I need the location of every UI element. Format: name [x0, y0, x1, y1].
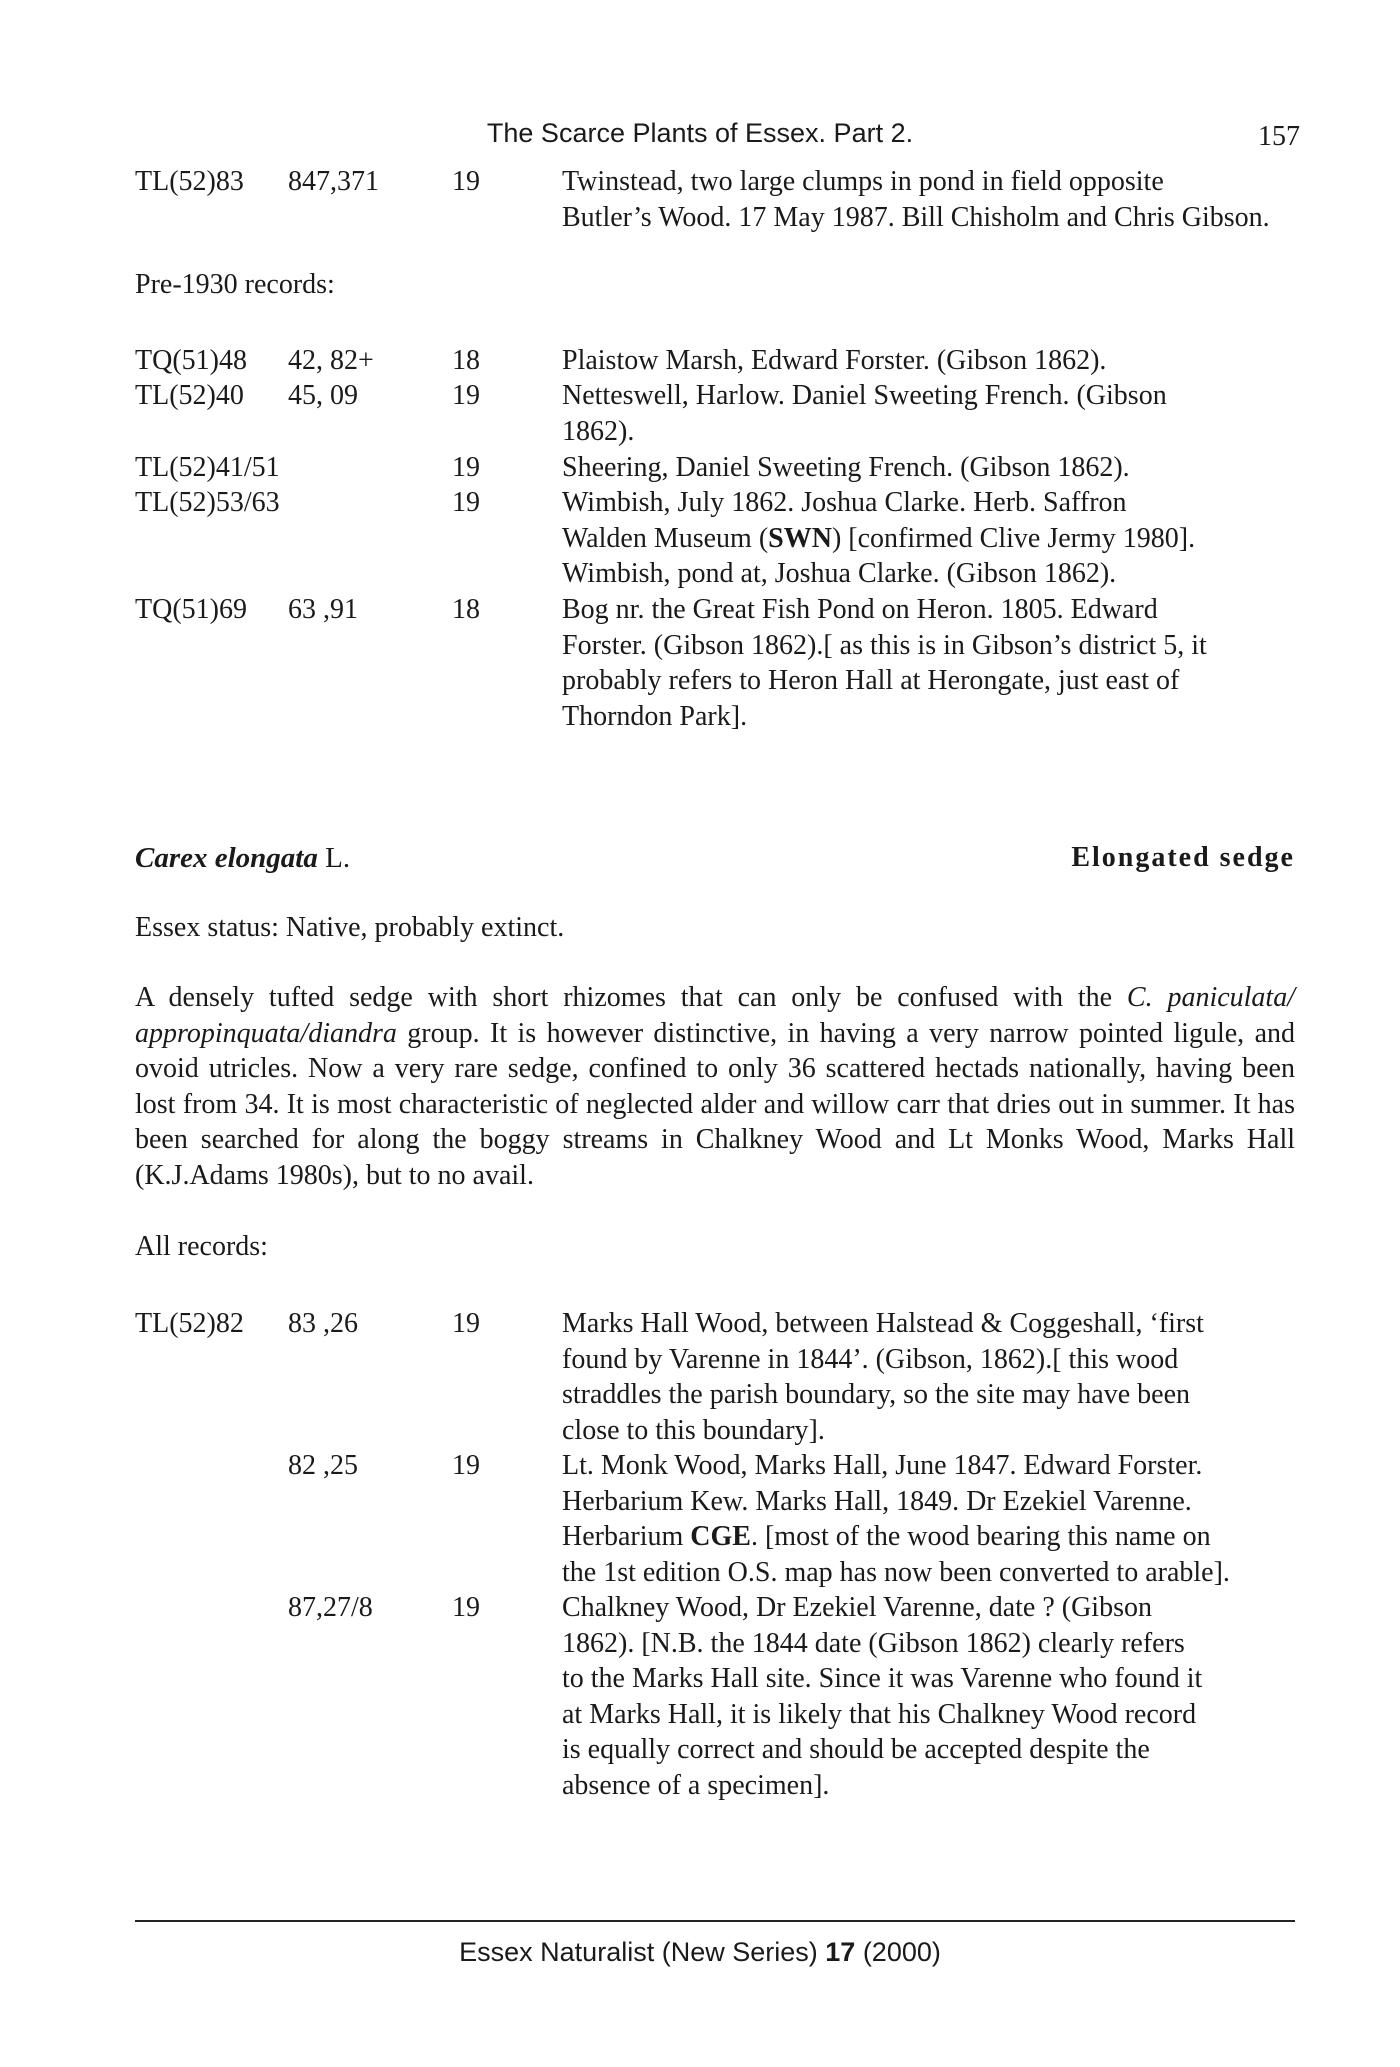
record-text — [562, 164, 1295, 235]
species-heading — [135, 842, 350, 875]
record-line: at Marks Hall, it is likely that his Chalkney Wood record — [562, 1698, 1197, 1730]
record-line: probably refers to Heron Hall at Herongate, just east of — [562, 665, 1180, 696]
century: 19 — [452, 380, 480, 411]
record-line: Wimbish, July 1862. Joshua Clarke. Herb. Saffron — [562, 487, 1127, 518]
description-line: ovoid utricles. Now a very rare sedge, confined to only 36 scattered hectads nationally, having been — [135, 1053, 1295, 1084]
page-number: 157 — [1258, 121, 1300, 152]
volume-number: 17 — [825, 1937, 856, 1967]
species-description — [135, 980, 1295, 1193]
journal-name: Essex Naturalist (New Series) — [459, 1937, 818, 1967]
record-line: Herbarium Kew. Marks Hall, 1849. Dr Ezekiel Varenne. — [562, 1485, 1192, 1517]
record-line: Butler’s Wood. 17 May 1987. Bill Chisholm and Chris Gibson. — [562, 201, 1270, 233]
grid-square: TL(52)41/51 — [135, 452, 280, 483]
record-text — [562, 1448, 1295, 1590]
journal-year: (2000) — [862, 1937, 941, 1967]
century: 19 — [452, 166, 480, 197]
record-line: to the Marks Hall site. Since it was Varenne who found it — [562, 1663, 1203, 1694]
grid-reference: 87,27/8 — [288, 1592, 373, 1623]
century: 19 — [452, 487, 480, 518]
description-line: A densely tufted sedge with short rhizomes that can only be confused with the C. paniculata/ — [135, 982, 1295, 1013]
record-line: found by Varenne in 1844’. (Gibson, 1862).[ this wood — [562, 1343, 1179, 1375]
description-line: lost from 34. It is most characteristic of neglected alder and willow carr that dries out in summer. It has — [135, 1088, 1295, 1120]
century: 19 — [452, 1592, 480, 1623]
running-header: The Scarce Plants of Essex. Part 2. — [486, 118, 914, 148]
record-line: Bog nr. the Great Fish Pond on Heron. 1805. Edward — [562, 594, 1158, 625]
record-line: Thorndon Park]. — [562, 700, 748, 732]
record-line: 1862). — [562, 415, 635, 447]
description-line: been searched for along the boggy streams in Chalkney Wood and Lt Monks Wood, Marks Hall — [135, 1124, 1295, 1155]
century: 18 — [452, 594, 480, 625]
grid-square: TL(52)40 — [135, 380, 244, 411]
century: 19 — [452, 1308, 480, 1339]
grid-square: TQ(51)69 — [135, 594, 247, 625]
record-text — [562, 592, 1295, 734]
description-line: appropinquata/diandra group. It is however distinctive, in having a very narrow pointed ligule, and — [135, 1017, 1295, 1049]
grid-reference: 82 ,25 — [288, 1450, 358, 1481]
grid-square: TL(52)53/63 — [135, 487, 280, 518]
description-line: (K.J.Adams 1980s), but to no avail. — [135, 1159, 534, 1191]
grid-reference: 83 ,26 — [288, 1308, 358, 1339]
grid-square: TQ(51)48 — [135, 345, 247, 376]
century: 19 — [452, 452, 480, 483]
footer-citation — [0, 1937, 1400, 1968]
record-line: 1862). [N.B. the 1844 date (Gibson 1862) clearly refers — [562, 1627, 1185, 1659]
grid-square: TL(52)83 — [135, 166, 244, 197]
record-line: Lt. Monk Wood, Marks Hall, June 1847. Edward Forster. — [562, 1450, 1203, 1481]
footer-rule — [135, 1920, 1295, 1922]
record-text — [562, 1590, 1295, 1803]
essex-status: Essex status: Native, probably extinct. — [135, 912, 565, 943]
record-line: close to this boundary]. — [562, 1414, 825, 1446]
record-line: straddles the parish boundary, so the site may have been — [562, 1379, 1191, 1410]
section-label: Pre-1930 records: — [135, 269, 335, 300]
record-line: Marks Hall Wood, between Halstead & Coggeshall, ‘first — [562, 1308, 1204, 1339]
century: 19 — [452, 1450, 480, 1481]
record-line: Forster. (Gibson 1862).[ as this is in Gibson’s district 5, it — [562, 629, 1207, 661]
record-line: the 1st edition O.S. map has now been converted to arable]. — [562, 1556, 1230, 1588]
species-name: Carex elongata — [135, 842, 318, 874]
grid-reference: 45, 09 — [288, 380, 358, 411]
record-text — [562, 1306, 1295, 1448]
record-line: Twinstead, two large clumps in pond in field opposite — [562, 166, 1164, 197]
record-line: absence of a specimen]. — [562, 1769, 830, 1801]
record-line: Chalkney Wood, Dr Ezekiel Varenne, date ? (Gibson — [562, 1592, 1152, 1623]
grid-reference: 63 ,91 — [288, 594, 358, 625]
record-text — [562, 378, 1295, 449]
century: 18 — [452, 345, 480, 376]
section-label: All records: — [135, 1231, 268, 1262]
record-line: Wimbish, pond at, Joshua Clarke. (Gibson 1862). — [562, 558, 1117, 589]
record-text — [562, 485, 1295, 592]
record-text — [562, 343, 1295, 379]
grid-reference: 42, 82+ — [288, 345, 374, 376]
grid-reference: 847,371 — [288, 166, 379, 197]
record-line: Herbarium CGE. [most of the wood bearing this name on — [562, 1521, 1211, 1552]
record-line: Sheering, Daniel Sweeting French. (Gibson 1862). — [562, 452, 1130, 483]
species-author: L. — [325, 842, 351, 874]
record-line: Netteswell, Harlow. Daniel Sweeting French. (Gibson — [562, 380, 1167, 411]
common-name: Elongated sedge — [1071, 842, 1295, 873]
record-line: Walden Museum (SWN) [confirmed Clive Jermy 1980]. — [562, 522, 1196, 554]
record-line: is equally correct and should be accepted despite the — [562, 1734, 1150, 1765]
record-text — [562, 450, 1295, 486]
grid-square: TL(52)82 — [135, 1308, 244, 1339]
record-line: Plaistow Marsh, Edward Forster. (Gibson 1862). — [562, 345, 1107, 376]
